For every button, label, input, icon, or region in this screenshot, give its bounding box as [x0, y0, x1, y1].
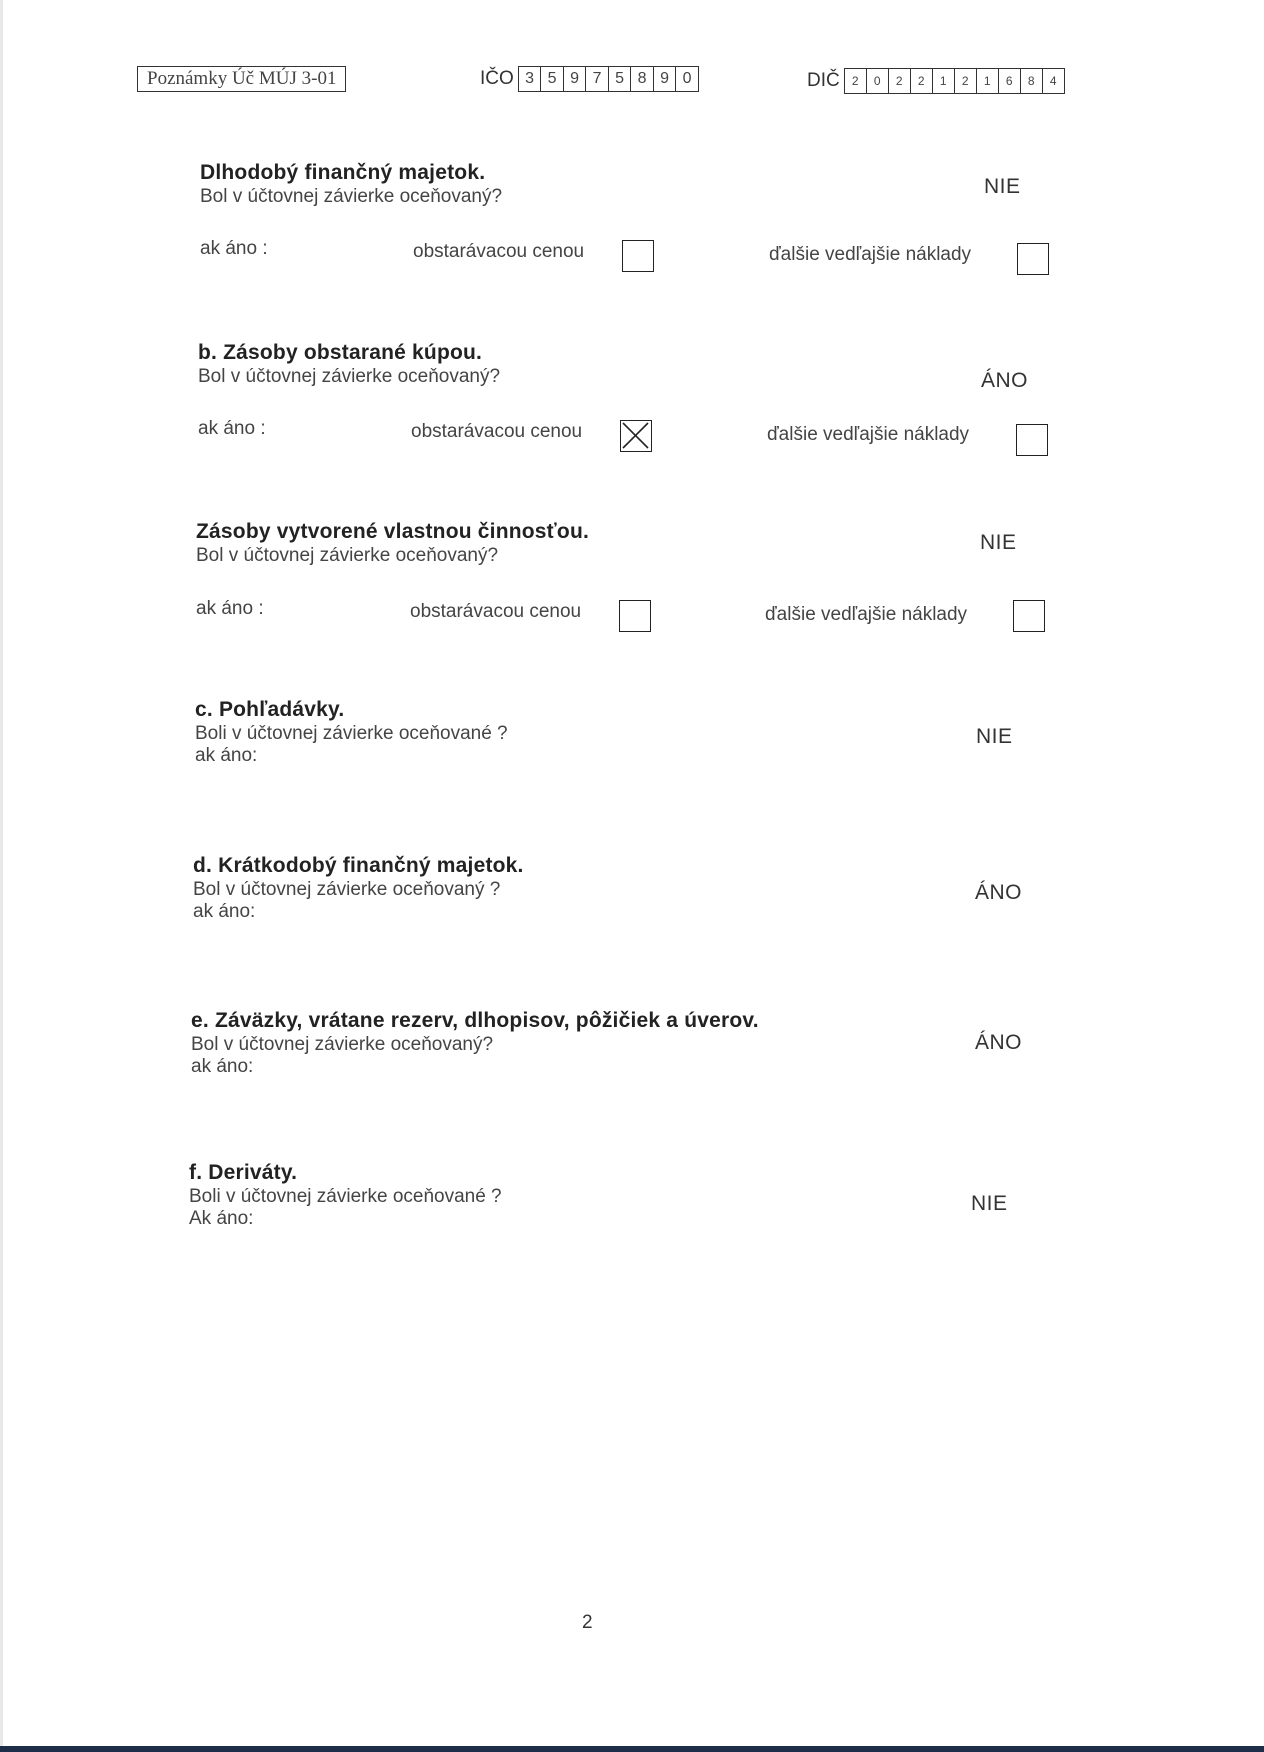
- acquisition-cost-checkbox[interactable]: [622, 240, 654, 272]
- additional-costs-label: ďalšie vedľajšie náklady: [769, 244, 972, 265]
- dic-digit-boxes: [844, 68, 1065, 94]
- dic-digit: 2: [889, 69, 911, 93]
- ico-digit-boxes: [518, 66, 699, 92]
- section-question: Bol v účtovnej závierke oceňovaný ?: [193, 879, 501, 900]
- dic-digit: 2: [845, 69, 867, 93]
- dic-digit: 0: [867, 69, 889, 93]
- section-answer: NIE: [984, 175, 1021, 198]
- section-answer: NIE: [980, 531, 1017, 554]
- additional-costs-label: ďalšie vedľajšie náklady: [765, 604, 968, 625]
- additional-costs-checkbox[interactable]: [1016, 424, 1048, 456]
- section-title: f. Deriváty.: [189, 1161, 298, 1184]
- if-yes-label: ak áno:: [193, 901, 256, 922]
- section-answer: ÁNO: [975, 1031, 1023, 1054]
- ico-digit: 5: [609, 67, 632, 91]
- dic-digit: 2: [955, 69, 977, 93]
- section-title: b. Zásoby obstarané kúpou.: [198, 341, 483, 364]
- section-title: Zásoby vytvorené vlastnou činnosťou.: [196, 520, 590, 543]
- section-title: Dlhodobý finančný majetok.: [200, 161, 486, 184]
- section-purchased-inventory: [198, 341, 500, 388]
- section-answer: ÁNO: [981, 369, 1029, 392]
- section-derivatives: [189, 1161, 502, 1230]
- form-label: Poznámky Úč MÚJ 3-01: [137, 66, 346, 92]
- section-title: e. Záväzky, vrátane rezerv, dlhopisov, pôžičiek a úverov.: [191, 1009, 759, 1032]
- if-yes-label: ak áno :: [198, 418, 266, 439]
- section-receivables: [195, 698, 508, 767]
- dic-label: DIČ: [807, 70, 840, 91]
- dic-group: [807, 68, 1065, 94]
- if-yes-label: ak áno :: [196, 598, 264, 619]
- ico-label: IČO: [480, 68, 514, 89]
- scan-edge: [0, 0, 3, 1752]
- dic-digit: 6: [999, 69, 1021, 93]
- section-question: Bol v účtovnej závierke oceňovaný?: [200, 186, 503, 207]
- ico-digit: 9: [654, 67, 677, 91]
- page-number: 2: [582, 1612, 593, 1633]
- if-yes-label: ak áno:: [195, 745, 258, 766]
- ico-digit: 5: [541, 67, 564, 91]
- acquisition-cost-checkbox[interactable]: [619, 600, 651, 632]
- section-question: Bol v účtovnej závierke oceňovaný?: [191, 1034, 494, 1055]
- section-self-produced-inventory: [196, 520, 589, 567]
- section-question: Bol v účtovnej závierke oceňovaný?: [198, 366, 501, 387]
- dic-digit: 4: [1049, 74, 1057, 88]
- scan-edge: [0, 1746, 1264, 1752]
- section-answer: ÁNO: [975, 881, 1023, 904]
- dic-digit: 1: [933, 69, 955, 93]
- ico-digit: 8: [631, 67, 654, 91]
- additional-costs-label: ďalšie vedľajšie náklady: [767, 424, 970, 445]
- section-title: c. Pohľadávky.: [195, 698, 345, 721]
- ico-digit: 0: [682, 70, 692, 87]
- section-short-term-financial-assets: [193, 854, 524, 923]
- checkmark-x-icon: [621, 421, 650, 450]
- dic-digit: 1: [977, 69, 999, 93]
- acquisition-cost-label: obstarávacou cenou: [411, 421, 583, 442]
- ico-digit: 7: [586, 67, 609, 91]
- section-answer: NIE: [976, 725, 1013, 748]
- acquisition-cost-checkbox-checked[interactable]: [620, 420, 652, 452]
- acquisition-cost-label: obstarávacou cenou: [413, 241, 585, 262]
- additional-costs-checkbox[interactable]: [1017, 243, 1049, 275]
- if-yes-label: Ak áno:: [189, 1208, 254, 1229]
- section-liabilities: [191, 1009, 759, 1078]
- section-question: Bol v účtovnej závierke oceňovaný?: [196, 545, 499, 566]
- section-question: Boli v účtovnej závierke oceňované ?: [189, 1186, 502, 1207]
- section-question: Boli v účtovnej závierke oceňované ?: [195, 723, 508, 744]
- if-yes-label: ak áno:: [191, 1056, 254, 1077]
- acquisition-cost-label: obstarávacou cenou: [410, 601, 582, 622]
- section-title: d. Krátkodobý finančný majetok.: [193, 854, 524, 877]
- ico-group: [480, 66, 699, 92]
- additional-costs-checkbox[interactable]: [1013, 600, 1045, 632]
- dic-digit: 2: [911, 69, 933, 93]
- dic-digit: 8: [1021, 69, 1043, 93]
- ico-digit: 3: [519, 67, 542, 91]
- section-answer: NIE: [971, 1192, 1008, 1215]
- if-yes-label: ak áno :: [200, 238, 268, 259]
- section-long-term-financial-assets: [200, 161, 502, 208]
- ico-digit: 9: [564, 67, 587, 91]
